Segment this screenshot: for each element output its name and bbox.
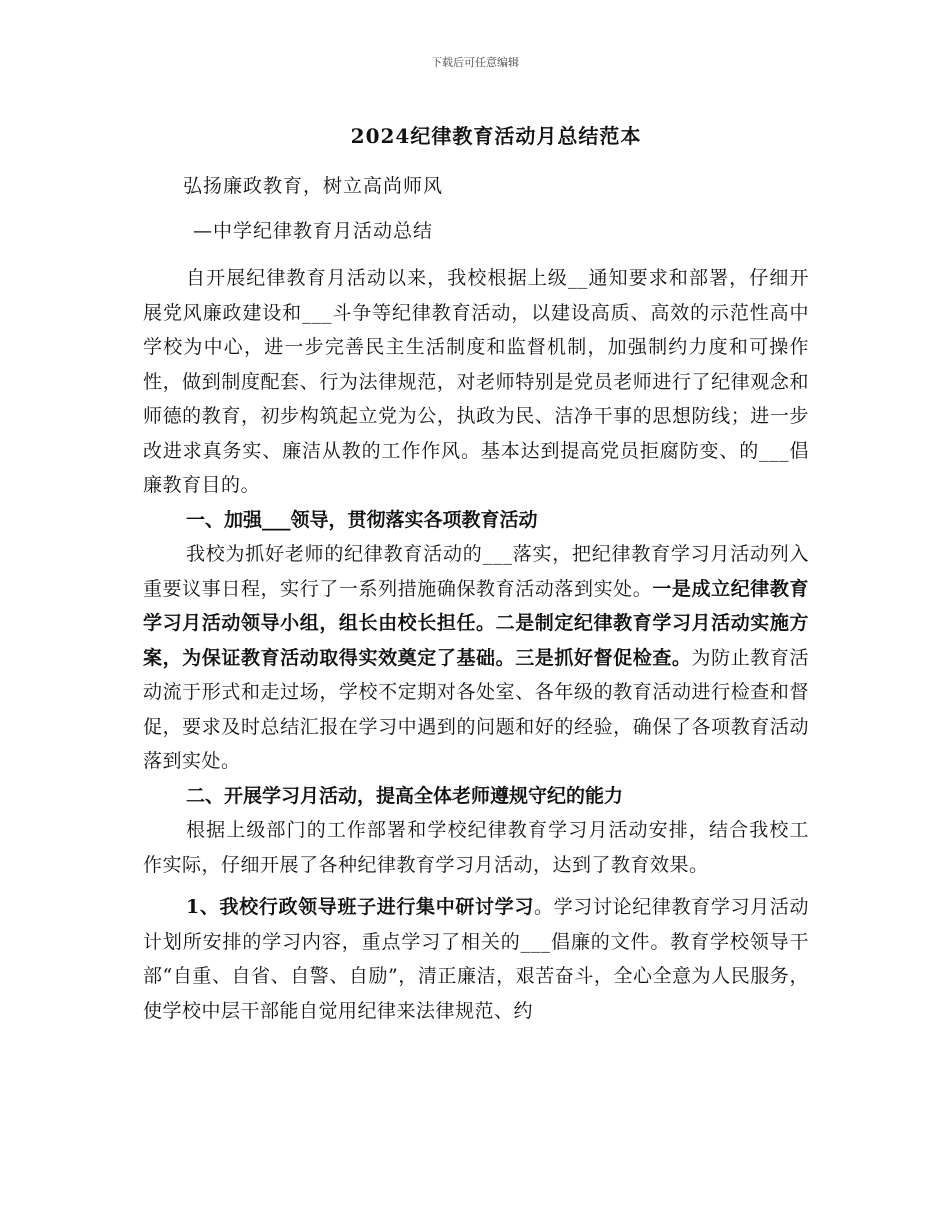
item-1-paragraph (143, 890, 809, 1028)
document-body (143, 120, 809, 1028)
item-1-lead: 1、我校行政领导班子进行集中研讨学习 (186, 896, 534, 918)
document-subtitle: 弘扬廉政教育，树立高尚师风 (183, 175, 444, 197)
section-1-text-tail: 为防止教育活动流于形式和走过场，学校不定期对各处室、各年级的教育活动进行检查和督促，要求及时总结汇报在学习中遇到的问题和好的经验，确保了各项教育活动落到实处。 (143, 646, 809, 772)
document-title: 2024纪律教育活动月总结范本 (350, 124, 642, 148)
document-subtitle-2: —中学纪律教育月活动总结 (193, 220, 434, 242)
section-1-text: 我校为抓好老师的纪律教育活动的___落实，把纪律教育学习月活动列入重要议事日程，实行了一系列措施确保教育活动落到实处。 (143, 543, 809, 600)
section-2-paragraph: 根据上级部门的工作部署和学校纪律教育学习月活动安排，结合我校工作实际，仔细开展了各种纪律教育学习月活动，达到了教育效果。 (143, 819, 809, 876)
section-1-bold-text: 一是成立纪律教育学习月活动领导小组，组长由校长担任。二是制定纪律教育学习月活动实施方案，为保证教育活动取得实效奠定了基础。三是抓好督促检查。 (143, 577, 809, 669)
page-header-note: 下载后可任意编辑 (431, 56, 519, 69)
intro-paragraph: 自开展纪律教育月活动以来，我校根据上级__通知要求和部署，仔细开展党风廉政建设和___斗争等纪律教育活动，以建设高质、高效的示范性高中学校为中心，进一步完善民主生活制度和监督机制，加强制约力度和可操作性，做到制度配套、行为法律规范，对老师特别是党员老师进行了纪律观念和师德的教育，初步构筑起立党为公，执政为民、洁净干事的思想防线；进一步改进求真务实、廉洁从教的工作作风。基本达到提高党员拒腐防变、的___倡廉教育目的。 (143, 267, 809, 496)
paragraph-gap (143, 882, 809, 890)
item-1-text: 。学习讨论纪律教育学习月活动计划所安排的学习内容，重点学习了相关的___倡廉的文件。教育学校领导干部“自重、自省、自警、自励”，清正廉洁，艰苦奋斗，全心全意为人民服务，使学校中层干部能自觉用纪律来法律规范、约 (143, 896, 809, 1022)
section-1-heading: 一、加强___领导，贯彻落实各项教育活动 (186, 508, 538, 531)
section-2-heading: 二、开展学习月活动，提高全体老师遵规守纪的能力 (186, 784, 624, 807)
section-1-paragraph (143, 537, 809, 779)
